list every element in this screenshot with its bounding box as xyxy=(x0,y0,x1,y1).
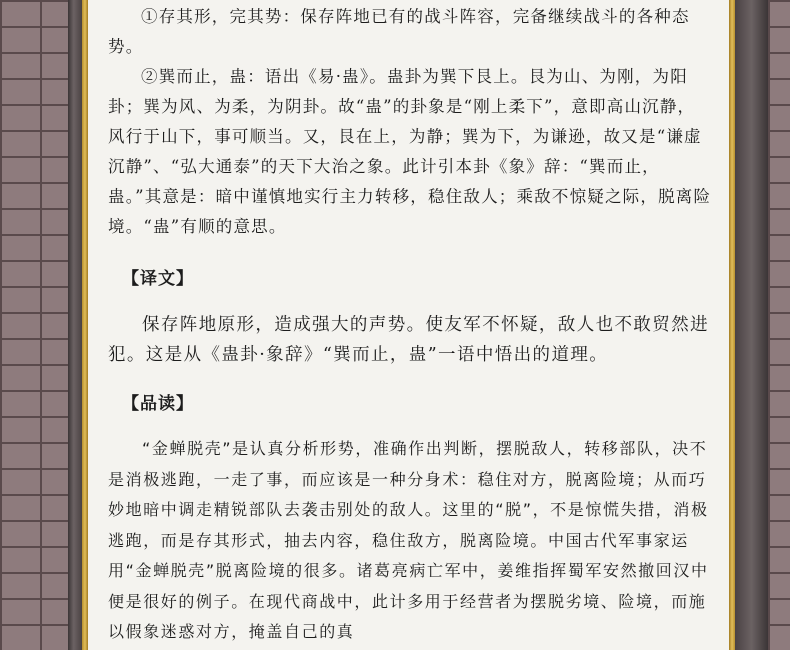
frame-left-outer xyxy=(68,0,82,650)
translation-text: 保存阵地原形，造成强大的声势。使友军不怀疑，敌人也不敢贸然进犯。这是从《蛊卦·象辞》“巽而止，蛊”一语中悟出的道理。 xyxy=(108,315,709,365)
note-1: ①存其形，完其势：保存阵地已有的战斗阵容，完备继续战斗的各种态势。 xyxy=(108,7,690,56)
brick-wall-left xyxy=(0,0,68,650)
frame-right-outer xyxy=(735,0,768,650)
book-page xyxy=(88,0,729,650)
commentary-text: “金蝉脱壳”是认真分析形势，准确作出判断，摆脱敌人，转移部队，决不是消极逃跑，一走了事，而应该是一种分身术：稳住对方，脱离险境；从而巧妙地暗中调走精锐部队去袭击别处的敌人。这里的“脱”，不是惊慌失措，消极逃跑，而是存其形式，抽去内容，稳住敌方，脱离险境。中国古代军事家运用“金蝉脱壳”脱离险境的很多。诸葛亮病亡军中，姜维指挥蜀军安然撤回汉中便是很好的例子。在现代商战中，此计多用于经营者为摆脱劣境、险境，而施以假象迷惑对方，掩盖自己的真 xyxy=(108,439,709,641)
notes-block xyxy=(108,2,712,242)
translation-heading: 【译文】 xyxy=(122,269,194,289)
brick-wall-right xyxy=(768,0,790,650)
note-2: ②巽而止，蛊：语出《易·蛊》。蛊卦为巽下艮上。艮为山、为刚，为阳卦；巽为风、为柔，为阴卦。故“蛊”的卦象是“刚上柔下”，意即高山沉静，风行于山下，事可顺当。又，艮在上，为静；巽为下，为谦逊，故又是“谦虚沉静”、“弘大通泰”的天下大治之象。此计引本卦《象》辞：“巽而止，蛊。”其意是：暗中谨慎地实行主力转移，稳住敌人；乘敌不惊疑之际，脱离险境。“蛊”有顺的意思。 xyxy=(108,67,712,236)
commentary-heading: 【品读】 xyxy=(122,394,194,414)
